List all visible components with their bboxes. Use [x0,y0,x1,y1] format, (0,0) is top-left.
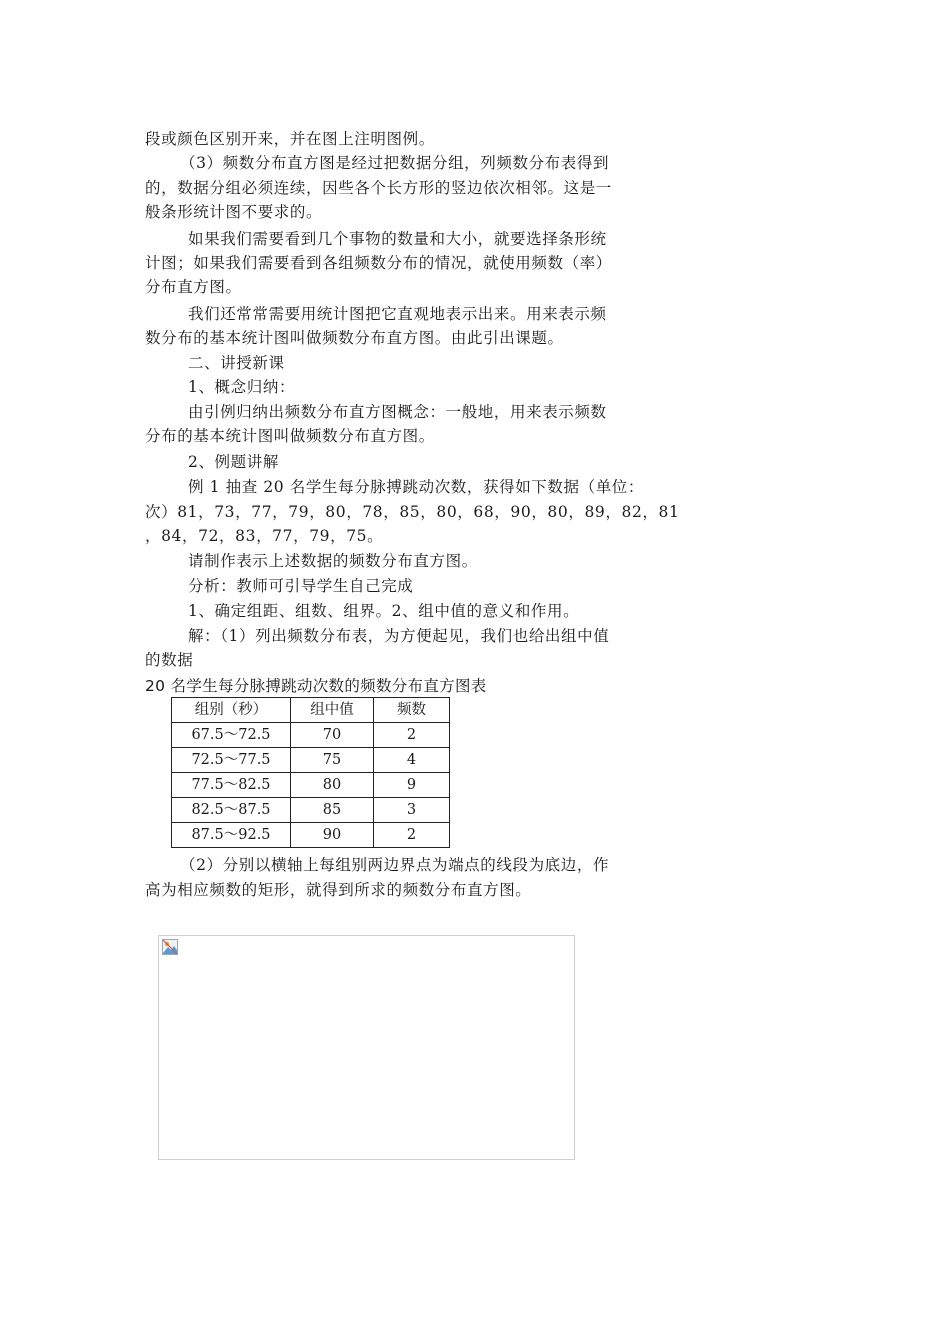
paragraph-line: 分布的基本统计图叫做频数分布直方图。 [145,427,435,445]
histogram-image-placeholder [158,935,575,1160]
paragraph-line: 的，数据分组必须连续，因些各个长方形的竖边依次相邻。这是一 [145,179,612,197]
paragraph-line: （3）频数分布直方图是经过把数据分组，列频数分布表得到 [180,154,610,172]
table-row [172,773,450,798]
table-cell: 77.5～82.5 [172,773,291,798]
table-header-cell: 频数 [374,698,450,723]
paragraph-line: 例 1 抽查 20 名学生每分脉搏跳动次数，获得如下数据（单位： [188,478,644,496]
table-cell: 82.5～87.5 [172,798,291,823]
table-cell: 67.5～72.5 [172,723,291,748]
paragraph-line: 我们还常常需要用统计图把它直观地表示出来。用来表示频 [188,305,607,323]
paragraph-line: 数分布的基本统计图叫做频数分布直方图。由此引出课题。 [145,329,564,347]
table-header-row [172,698,450,723]
paragraph-line: 分析：教师可引导学生自己完成 [188,577,414,595]
subsection-heading: 1、概念归纳： [188,378,296,396]
paragraph-line: 的数据 [145,651,194,669]
table-row [172,723,450,748]
table-cell: 85 [291,798,374,823]
table-caption: 20 名学生每分脉搏跳动次数的频数分布直方图表 [145,677,487,695]
table-row [172,798,450,823]
table-cell: 70 [291,723,374,748]
table-cell: 75 [291,748,374,773]
table-cell: 80 [291,773,374,798]
subsection-heading: 2、例题讲解 [188,453,279,471]
section-heading: 二、讲授新课 [188,354,285,372]
table-cell: 72.5～77.5 [172,748,291,773]
paragraph-line: 解：（1）列出频数分布表，为方便起见，我们也给出组中值 [188,627,610,645]
table-cell: 3 [374,798,450,823]
broken-image-icon [162,939,178,955]
paragraph-line: 由引例归纳出频数分布直方图概念：一般地，用来表示频数 [188,403,607,421]
paragraph-line: 分布直方图。 [145,278,242,296]
table-header-cell: 组别（秒） [172,698,291,723]
table-cell: 2 [374,723,450,748]
table-cell: 2 [374,823,450,848]
paragraph-line: 次）81，73，77，79，80，78，85，80，68，90，80，89，82，81 [145,503,680,521]
table-cell: 87.5～92.5 [172,823,291,848]
table-row [172,823,450,848]
table-cell: 4 [374,748,450,773]
paragraph-line: 般条形统计图不要求的。 [145,203,323,221]
paragraph-line: ，84，72，83，77，79，75。 [145,527,384,545]
table-row [172,748,450,773]
table-cell: 90 [291,823,374,848]
paragraph-line: 请制作表示上述数据的频数分布直方图。 [188,552,478,570]
paragraph-line: 段或颜色区别开来，并在图上注明图例。 [145,130,435,148]
paragraph-line: （2）分别以横轴上每组别两边界点为端点的线段为底边，作 [180,856,610,874]
paragraph-line: 1、确定组距、组数、组界。2、组中值的意义和作用。 [188,602,580,620]
table-cell: 9 [374,773,450,798]
table-header-cell: 组中值 [291,698,374,723]
paragraph-line: 如果我们需要看到几个事物的数量和大小，就要选择条形统 [188,230,607,248]
frequency-table [171,697,450,848]
paragraph-line: 高为相应频数的矩形，就得到所求的频数分布直方图。 [145,881,532,899]
paragraph-line: 计图；如果我们需要看到各组频数分布的情况，就使用频数（率） [145,254,612,272]
